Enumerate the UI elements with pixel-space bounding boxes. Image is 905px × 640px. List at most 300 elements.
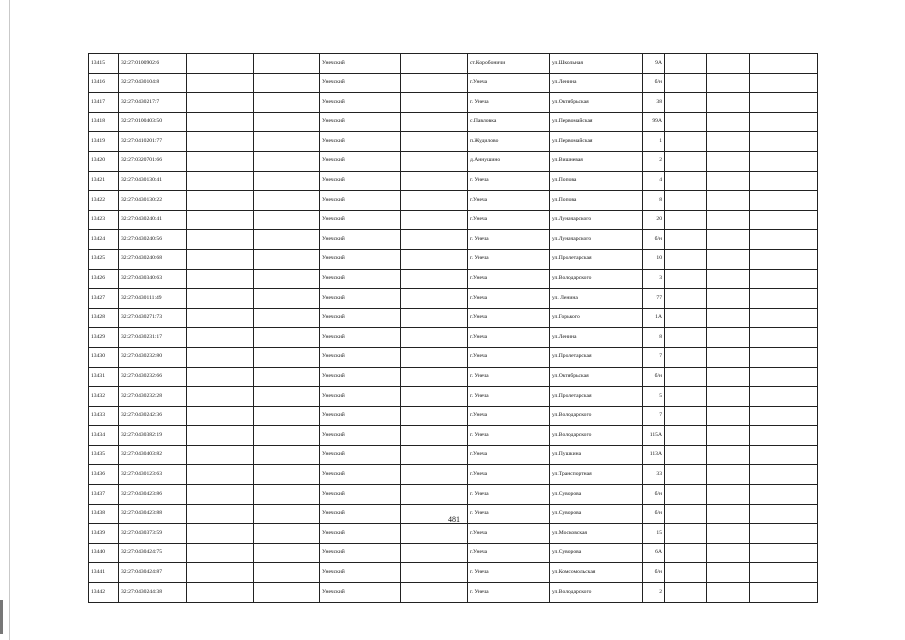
table-row <box>89 112 818 132</box>
empty-cell <box>750 445 818 465</box>
locality-name: г.Унеча <box>468 347 550 367</box>
locality-name: г. Унеча <box>468 583 550 603</box>
empty-cell <box>707 249 750 269</box>
district-name: Унечский <box>320 230 401 250</box>
cadastral-number: 32:27:0430373:59 <box>119 524 187 544</box>
empty-cell <box>707 171 750 191</box>
empty-cell <box>254 249 320 269</box>
empty-cell <box>401 132 468 152</box>
district-name: Унечский <box>320 406 401 426</box>
cadastral-number: 32:27:0430217:7 <box>119 93 187 113</box>
empty-cell <box>254 328 320 348</box>
empty-cell <box>187 465 254 485</box>
empty-cell <box>254 465 320 485</box>
district-name: Унечский <box>320 328 401 348</box>
district-name: Унечский <box>320 347 401 367</box>
row-number: 13437 <box>89 485 119 505</box>
house-number: б/н <box>643 504 665 524</box>
empty-cell <box>665 249 707 269</box>
empty-cell <box>707 465 750 485</box>
empty-cell <box>254 308 320 328</box>
empty-cell <box>187 132 254 152</box>
table-row <box>89 230 818 250</box>
cadastral-number: 32:27:0430423:88 <box>119 504 187 524</box>
empty-cell <box>750 406 818 426</box>
empty-cell <box>187 485 254 505</box>
cadastral-number: 32:27:0430424:87 <box>119 563 187 583</box>
row-number: 13429 <box>89 328 119 348</box>
locality-name: д.Аннушино <box>468 151 550 171</box>
empty-cell <box>707 347 750 367</box>
locality-name: г. Унеча <box>468 426 550 446</box>
table-row <box>89 563 818 583</box>
table-row <box>89 93 818 113</box>
table-row <box>89 347 818 367</box>
row-number: 13432 <box>89 387 119 407</box>
locality-name: г.Унеча <box>468 308 550 328</box>
empty-cell <box>254 347 320 367</box>
empty-cell <box>401 171 468 191</box>
row-number: 13427 <box>89 289 119 309</box>
district-name: Унечский <box>320 93 401 113</box>
empty-cell <box>665 367 707 387</box>
empty-cell <box>187 387 254 407</box>
empty-cell <box>187 524 254 544</box>
empty-cell <box>750 426 818 446</box>
district-name: Унечский <box>320 54 401 74</box>
empty-cell <box>707 426 750 446</box>
empty-cell <box>401 308 468 328</box>
empty-cell <box>254 93 320 113</box>
street-name: ул.Пушкина <box>550 445 643 465</box>
house-number: 6А <box>643 543 665 563</box>
street-name: ул.Московская <box>550 524 643 544</box>
empty-cell <box>665 563 707 583</box>
table-row <box>89 171 818 191</box>
cadastral-number: 32:27:0430242:36 <box>119 406 187 426</box>
empty-cell <box>707 367 750 387</box>
locality-name: г. Унеча <box>468 171 550 191</box>
district-name: Унечский <box>320 210 401 230</box>
cadastral-number: 32:27:0430244:38 <box>119 583 187 603</box>
empty-cell <box>665 132 707 152</box>
street-name: ул.Комсомольская <box>550 563 643 583</box>
empty-cell <box>750 151 818 171</box>
house-number: 77 <box>643 289 665 309</box>
empty-cell <box>750 308 818 328</box>
empty-cell <box>665 171 707 191</box>
empty-cell <box>750 367 818 387</box>
locality-name: г. Унеча <box>468 563 550 583</box>
empty-cell <box>187 210 254 230</box>
empty-cell <box>254 230 320 250</box>
empty-cell <box>707 230 750 250</box>
street-name: ул.Суворова <box>550 504 643 524</box>
empty-cell <box>254 289 320 309</box>
table-row <box>89 543 818 563</box>
locality-name: г.Унеча <box>468 191 550 211</box>
cadastral-number: 32:27:0430104:8 <box>119 73 187 93</box>
empty-cell <box>187 191 254 211</box>
empty-cell <box>665 504 707 524</box>
empty-cell <box>187 426 254 446</box>
row-number: 13430 <box>89 347 119 367</box>
house-number: 2 <box>643 583 665 603</box>
row-number: 13421 <box>89 171 119 191</box>
locality-name: г. Унеча <box>468 230 550 250</box>
empty-cell <box>665 347 707 367</box>
district-name: Унечский <box>320 583 401 603</box>
empty-cell <box>707 524 750 544</box>
empty-cell <box>665 387 707 407</box>
empty-cell <box>750 465 818 485</box>
house-number: б/н <box>643 485 665 505</box>
row-number: 13415 <box>89 54 119 74</box>
empty-cell <box>187 249 254 269</box>
row-number: 13436 <box>89 465 119 485</box>
empty-cell <box>665 93 707 113</box>
district-name: Унечский <box>320 485 401 505</box>
empty-cell <box>707 308 750 328</box>
row-number: 13423 <box>89 210 119 230</box>
empty-cell <box>187 112 254 132</box>
row-number: 13422 <box>89 191 119 211</box>
empty-cell <box>254 191 320 211</box>
locality-name: г.Унеча <box>468 210 550 230</box>
district-name: Унечский <box>320 543 401 563</box>
street-name: ул.Луначарского <box>550 210 643 230</box>
cadastral-number: 32:27:0430130:41 <box>119 171 187 191</box>
locality-name: г. Унеча <box>468 367 550 387</box>
table-row <box>89 445 818 465</box>
locality-name: г. Унеча <box>468 249 550 269</box>
house-number: 115А <box>643 426 665 446</box>
cadastral-number: 32:27:0430231:17 <box>119 328 187 348</box>
cadastral-number: 32:27:0430340:63 <box>119 269 187 289</box>
locality-name: г. Унеча <box>468 485 550 505</box>
row-number: 13434 <box>89 426 119 446</box>
empty-cell <box>707 387 750 407</box>
cadastral-number: 32:27:0410201:77 <box>119 132 187 152</box>
district-name: Унечский <box>320 426 401 446</box>
district-name: Унечский <box>320 563 401 583</box>
locality-name: г. Унеча <box>468 93 550 113</box>
empty-cell <box>707 210 750 230</box>
empty-cell <box>254 387 320 407</box>
empty-cell <box>254 426 320 446</box>
row-number: 13428 <box>89 308 119 328</box>
empty-cell <box>401 289 468 309</box>
locality-name: ст.Коробоничи <box>468 54 550 74</box>
district-name: Унечский <box>320 269 401 289</box>
house-number: б/н <box>643 367 665 387</box>
row-number: 13419 <box>89 132 119 152</box>
table-row <box>89 132 818 152</box>
empty-cell <box>401 387 468 407</box>
row-number: 13438 <box>89 504 119 524</box>
empty-cell <box>707 485 750 505</box>
empty-cell <box>707 406 750 426</box>
empty-cell <box>401 112 468 132</box>
locality-name: г.Унеча <box>468 543 550 563</box>
house-number: 1 <box>643 132 665 152</box>
cadastral-number: 32:27:0100902:6 <box>119 54 187 74</box>
empty-cell <box>665 543 707 563</box>
district-name: Унечский <box>320 308 401 328</box>
empty-cell <box>401 485 468 505</box>
empty-cell <box>187 543 254 563</box>
empty-cell <box>401 54 468 74</box>
empty-cell <box>707 93 750 113</box>
empty-cell <box>665 269 707 289</box>
table-row <box>89 328 818 348</box>
empty-cell <box>401 445 468 465</box>
street-name: ул.Попова <box>550 191 643 211</box>
table-row <box>89 367 818 387</box>
empty-cell <box>187 73 254 93</box>
cadastral-number: 32:27:0430123:63 <box>119 465 187 485</box>
row-number: 13418 <box>89 112 119 132</box>
empty-cell <box>187 367 254 387</box>
empty-cell <box>750 230 818 250</box>
scan-edge-mark <box>0 600 3 634</box>
table-row <box>89 249 818 269</box>
table-row <box>89 269 818 289</box>
page-number: 481 <box>448 515 460 524</box>
cadastral-number: 32:27:0100403:50 <box>119 112 187 132</box>
house-number: 1А <box>643 308 665 328</box>
district-name: Унечский <box>320 249 401 269</box>
empty-cell <box>750 543 818 563</box>
empty-cell <box>707 328 750 348</box>
district-name: Унечский <box>320 289 401 309</box>
cadastral-number: 32:27:0430232:28 <box>119 387 187 407</box>
empty-cell <box>750 504 818 524</box>
street-name: ул.Пролетарская <box>550 387 643 407</box>
cadastral-number: 32:27:0430111:49 <box>119 289 187 309</box>
empty-cell <box>401 73 468 93</box>
house-number: б/н <box>643 230 665 250</box>
cadastral-number: 32:27:0430232:66 <box>119 367 187 387</box>
locality-name: г.Унеча <box>468 289 550 309</box>
empty-cell <box>187 269 254 289</box>
table-row <box>89 485 818 505</box>
table-row <box>89 191 818 211</box>
empty-cell <box>401 328 468 348</box>
cadastral-number: 32:27:0430423:86 <box>119 485 187 505</box>
house-number: 4 <box>643 171 665 191</box>
empty-cell <box>254 132 320 152</box>
street-name: ул.Суворова <box>550 485 643 505</box>
empty-cell <box>254 563 320 583</box>
cadastral-number: 32:27:0430382:19 <box>119 426 187 446</box>
empty-cell <box>401 563 468 583</box>
house-number: 7 <box>643 347 665 367</box>
empty-cell <box>401 269 468 289</box>
empty-cell <box>401 191 468 211</box>
locality-name: г.Унеча <box>468 465 550 485</box>
empty-cell <box>707 445 750 465</box>
house-number: 8 <box>643 328 665 348</box>
empty-cell <box>187 445 254 465</box>
empty-cell <box>750 289 818 309</box>
district-name: Унечский <box>320 504 401 524</box>
empty-cell <box>665 524 707 544</box>
district-name: Унечский <box>320 445 401 465</box>
district-name: Унечский <box>320 73 401 93</box>
house-number: 15 <box>643 524 665 544</box>
house-number: 113А <box>643 445 665 465</box>
district-name: Унечский <box>320 367 401 387</box>
district-name: Унечский <box>320 112 401 132</box>
street-name: ул.Первомайская <box>550 132 643 152</box>
empty-cell <box>750 485 818 505</box>
house-number: 38 <box>643 93 665 113</box>
cadastral-number: 32:27:0430424:75 <box>119 543 187 563</box>
empty-cell <box>665 210 707 230</box>
empty-cell <box>254 485 320 505</box>
cadastral-number: 32:27:0430271:73 <box>119 308 187 328</box>
empty-cell <box>750 171 818 191</box>
empty-cell <box>750 249 818 269</box>
empty-cell <box>707 132 750 152</box>
row-number: 13426 <box>89 269 119 289</box>
row-number: 13416 <box>89 73 119 93</box>
locality-name: г. Унеча <box>468 387 550 407</box>
street-name: ул.Школьная <box>550 54 643 74</box>
empty-cell <box>707 543 750 563</box>
empty-cell <box>401 230 468 250</box>
empty-cell <box>401 543 468 563</box>
street-name: ул.Транспортная <box>550 465 643 485</box>
street-name: ул.Вишневая <box>550 151 643 171</box>
street-name: ул.Первомайская <box>550 112 643 132</box>
empty-cell <box>665 583 707 603</box>
house-number: б/н <box>643 73 665 93</box>
empty-cell <box>665 230 707 250</box>
empty-cell <box>401 210 468 230</box>
empty-cell <box>254 583 320 603</box>
empty-cell <box>707 289 750 309</box>
locality-name: г.Унеча <box>468 524 550 544</box>
empty-cell <box>707 73 750 93</box>
row-number: 13420 <box>89 151 119 171</box>
street-name: ул.Суворова <box>550 543 643 563</box>
scan-page-edge <box>9 0 10 640</box>
empty-cell <box>750 132 818 152</box>
empty-cell <box>401 93 468 113</box>
row-number: 13435 <box>89 445 119 465</box>
locality-name: г.Унеча <box>468 445 550 465</box>
cadastral-number: 32:27:0430232:80 <box>119 347 187 367</box>
table-row <box>89 210 818 230</box>
empty-cell <box>665 328 707 348</box>
empty-cell <box>254 406 320 426</box>
empty-cell <box>401 465 468 485</box>
house-number: 7 <box>643 406 665 426</box>
empty-cell <box>254 210 320 230</box>
street-name: ул.Володарского <box>550 583 643 603</box>
empty-cell <box>665 406 707 426</box>
empty-cell <box>750 269 818 289</box>
row-number: 13425 <box>89 249 119 269</box>
cadastral-number: 32:27:0430240:41 <box>119 210 187 230</box>
empty-cell <box>665 465 707 485</box>
empty-cell <box>254 504 320 524</box>
district-name: Унечский <box>320 387 401 407</box>
table-row <box>89 406 818 426</box>
empty-cell <box>750 347 818 367</box>
row-number: 13439 <box>89 524 119 544</box>
empty-cell <box>401 151 468 171</box>
street-name: ул.Октябрьская <box>550 367 643 387</box>
table-row <box>89 54 818 74</box>
locality-name: п.Жудилово <box>468 132 550 152</box>
street-name: ул.Ленина <box>550 73 643 93</box>
empty-cell <box>750 387 818 407</box>
empty-cell <box>254 543 320 563</box>
empty-cell <box>187 583 254 603</box>
table-row <box>89 426 818 446</box>
empty-cell <box>750 191 818 211</box>
empty-cell <box>707 269 750 289</box>
empty-cell <box>750 524 818 544</box>
house-number: 9А <box>643 54 665 74</box>
empty-cell <box>665 54 707 74</box>
district-name: Унечский <box>320 524 401 544</box>
empty-cell <box>750 93 818 113</box>
cadastral-number: 32:27:0320701:66 <box>119 151 187 171</box>
house-number: 3 <box>643 269 665 289</box>
row-number: 13417 <box>89 93 119 113</box>
table-row <box>89 387 818 407</box>
empty-cell <box>750 563 818 583</box>
row-number: 13442 <box>89 583 119 603</box>
street-name: ул.Володарского <box>550 406 643 426</box>
row-number: 13440 <box>89 543 119 563</box>
empty-cell <box>707 54 750 74</box>
cadastral-number: 32:27:0430240:56 <box>119 230 187 250</box>
empty-cell <box>401 406 468 426</box>
locality-name: г.Унеча <box>468 406 550 426</box>
empty-cell <box>707 191 750 211</box>
table-row <box>89 151 818 171</box>
row-number: 13431 <box>89 367 119 387</box>
table-row <box>89 465 818 485</box>
street-name: ул.Луначарского <box>550 230 643 250</box>
street-name: ул.Горького <box>550 308 643 328</box>
empty-cell <box>707 583 750 603</box>
empty-cell <box>254 54 320 74</box>
empty-cell <box>707 563 750 583</box>
empty-cell <box>665 426 707 446</box>
empty-cell <box>750 54 818 74</box>
house-number: 5 <box>643 387 665 407</box>
empty-cell <box>254 269 320 289</box>
empty-cell <box>187 308 254 328</box>
empty-cell <box>254 367 320 387</box>
house-number: 33 <box>643 465 665 485</box>
district-name: Унечский <box>320 191 401 211</box>
empty-cell <box>665 289 707 309</box>
empty-cell <box>187 504 254 524</box>
cadastral-number: 32:27:0430403:82 <box>119 445 187 465</box>
empty-cell <box>665 308 707 328</box>
empty-cell <box>665 445 707 465</box>
table-row <box>89 73 818 93</box>
empty-cell <box>187 93 254 113</box>
empty-cell <box>187 563 254 583</box>
